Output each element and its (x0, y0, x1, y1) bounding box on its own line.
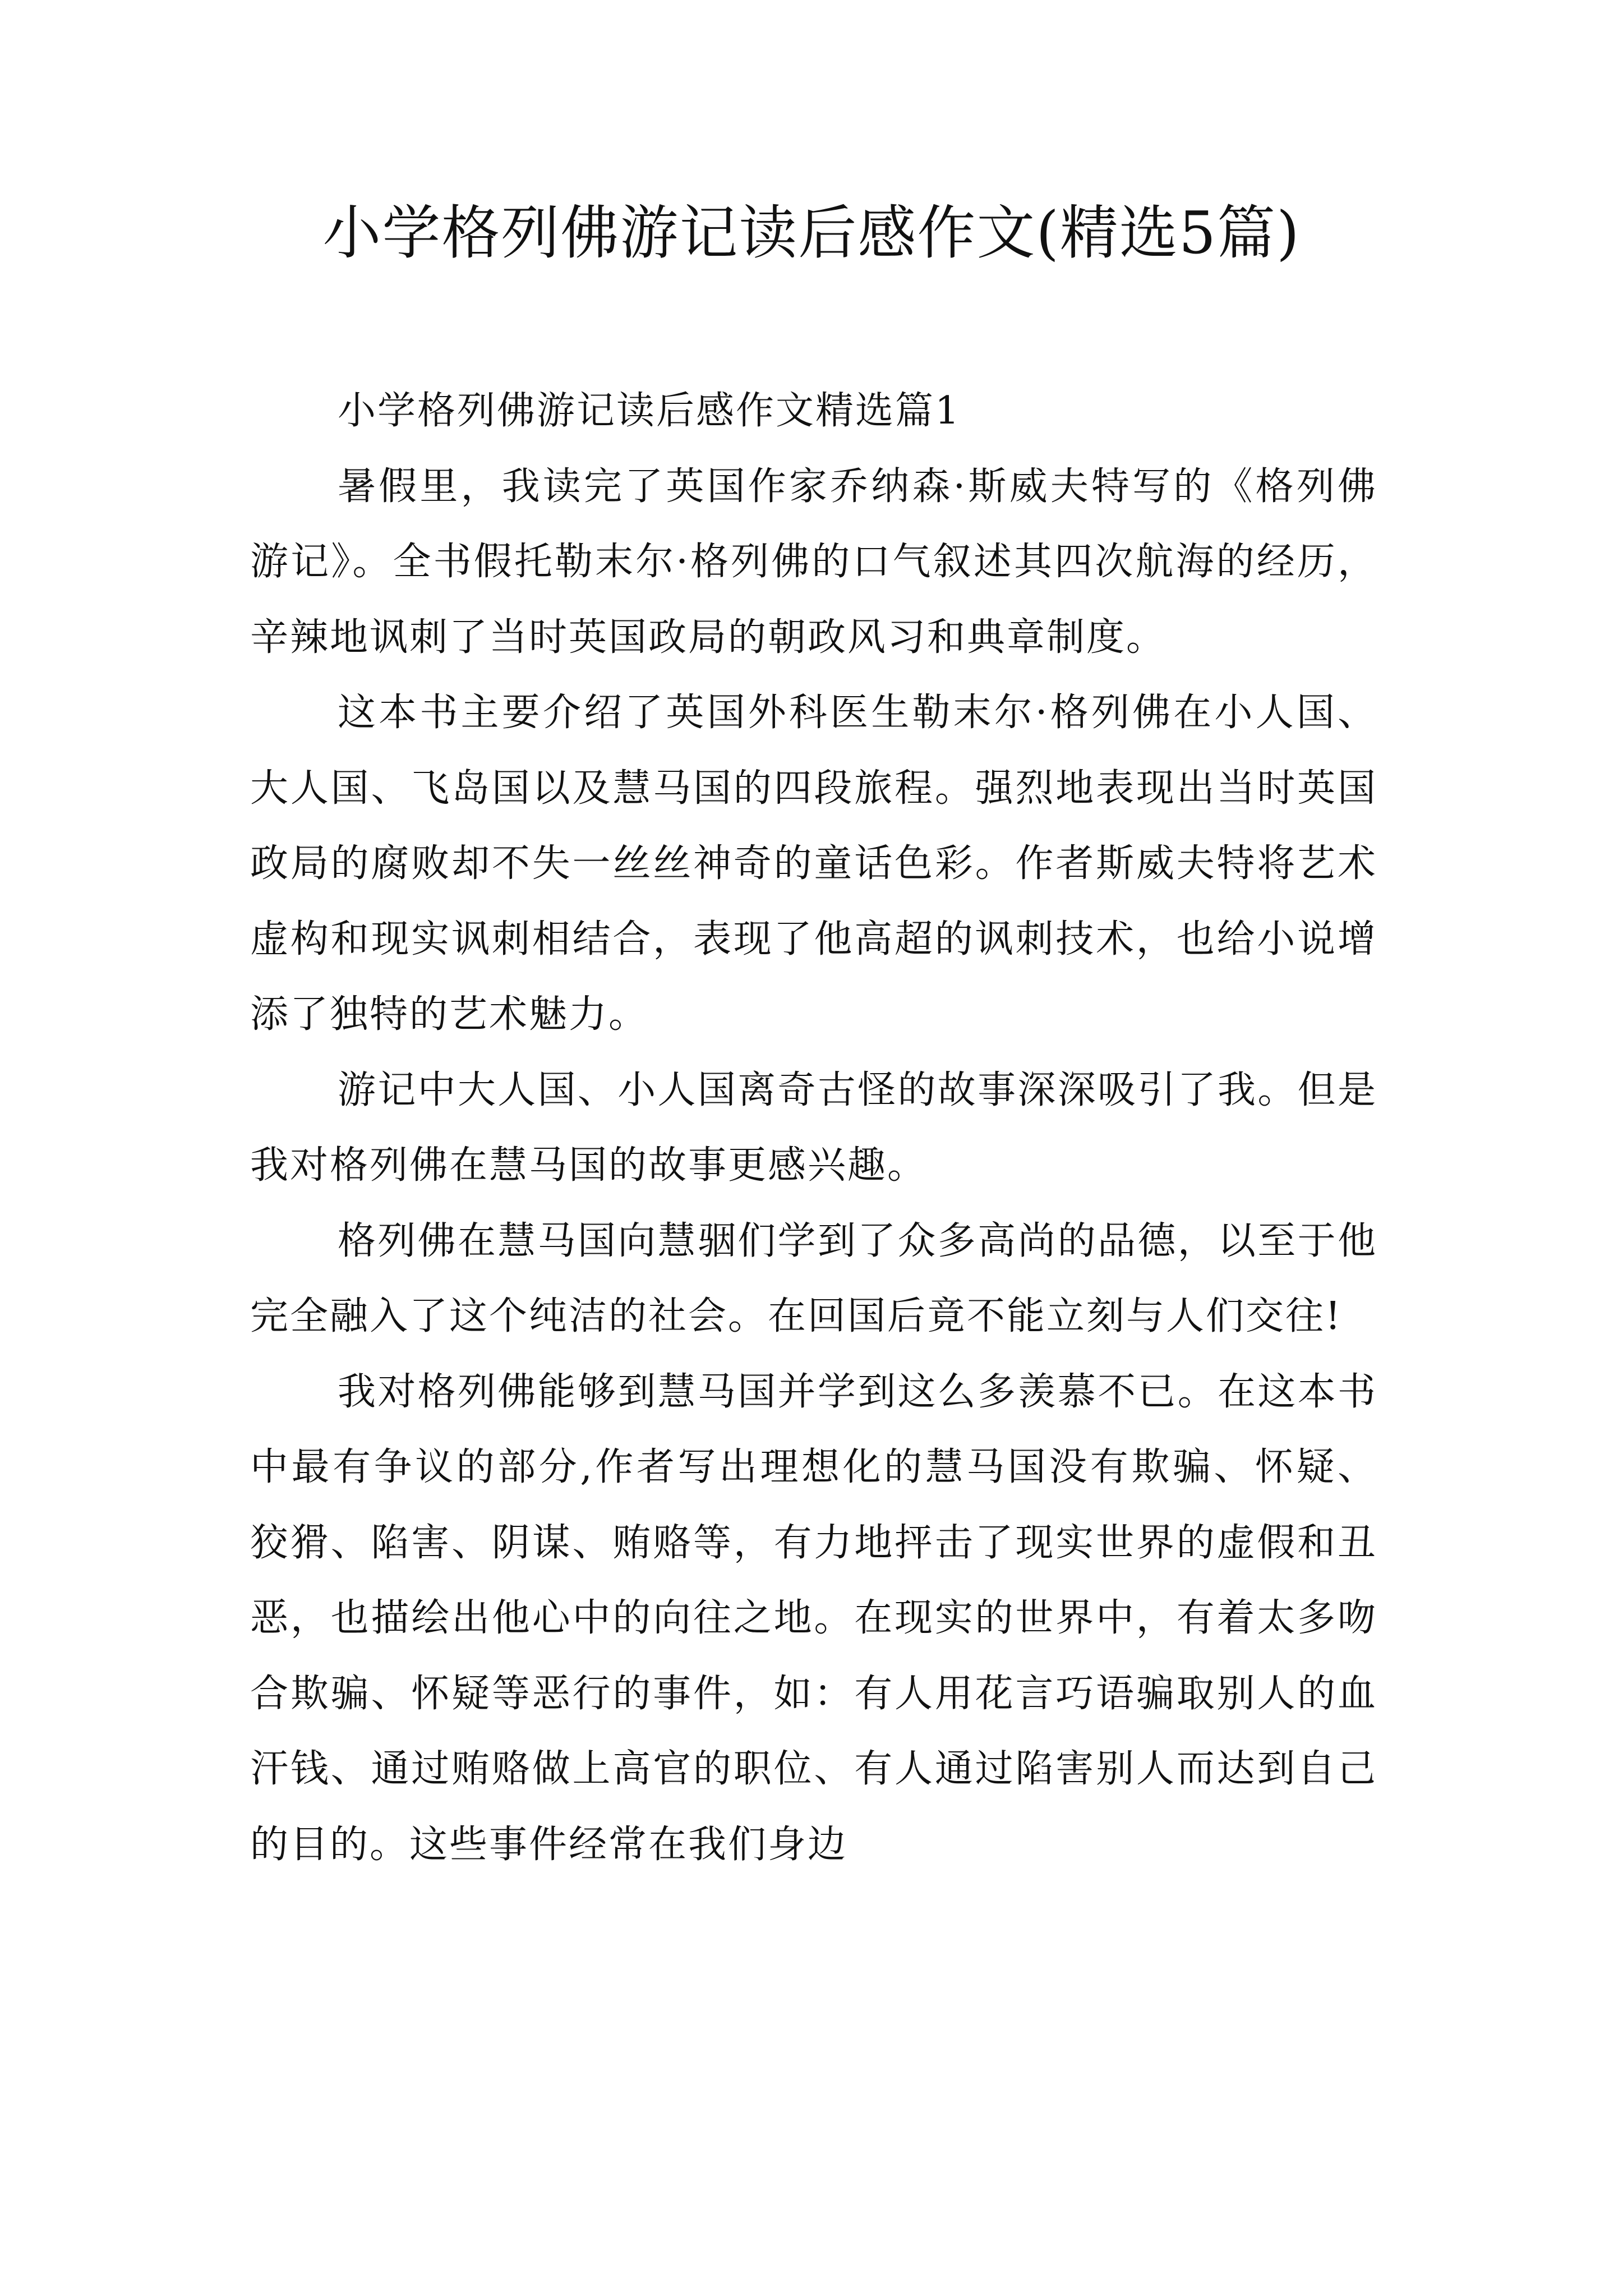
paragraph-5: 我对格列佛能够到慧马国并学到这么多羡慕不已。在这本书中最有争议的部分,作者写出理想化的慧马国没有欺骗、怀疑、狡猾、陷害、阴谋、贿赂等，有力地抨击了现实世界的虚假和丑恶，也描绘出他心中的向往之地。在现实的世界中，有着太多吻合欺骗、怀疑等恶行的事件，如：有人用花言巧语骗取别人的血汗钱、通过贿赂做上高官的职位、有人通过陷害别人而达到自己的目的。这些事件经常在我们身边 (250, 1369, 1377, 1867)
paragraph-2: 这本书主要介绍了英国外科医生勒末尔·格列佛在小人国、大人国、飞岛国以及慧马国的四段旅程。强烈地表现出当时英国政局的腐败却不失一丝丝神奇的童话色彩。作者斯威夫特将艺术虚构和现实讽刺相结合，表现了他高超的讽刺技术，也给小说增添了独特的艺术魅力。 (250, 691, 1377, 1037)
paragraph-4: 格列佛在慧马国向慧骃们学到了众多高尚的品德，以至于他完全融入了这个纯洁的社会。在回国后竟不能立刻与人们交往! (250, 1218, 1377, 1338)
paragraph-3: 游记中大人国、小人国离奇古怪的故事深深吸引了我。但是我对格列佛在慧马国的故事更感兴趣。 (250, 1068, 1377, 1188)
paragraph-1: 暑假里，我读完了英国作家乔纳森·斯威夫特写的《格列佛游记》。全书假托勒末尔·格列佛的口气叙述其四次航海的经历，辛辣地讽刺了当时英国政局的朝政风习和典章制度。 (250, 464, 1377, 660)
document-title: 小学格列佛游记读后感作文(精选5篇) (322, 199, 1301, 267)
document-body (250, 374, 1377, 1883)
section-heading: 小学格列佛游记读后感作文精选篇1 (338, 389, 961, 433)
